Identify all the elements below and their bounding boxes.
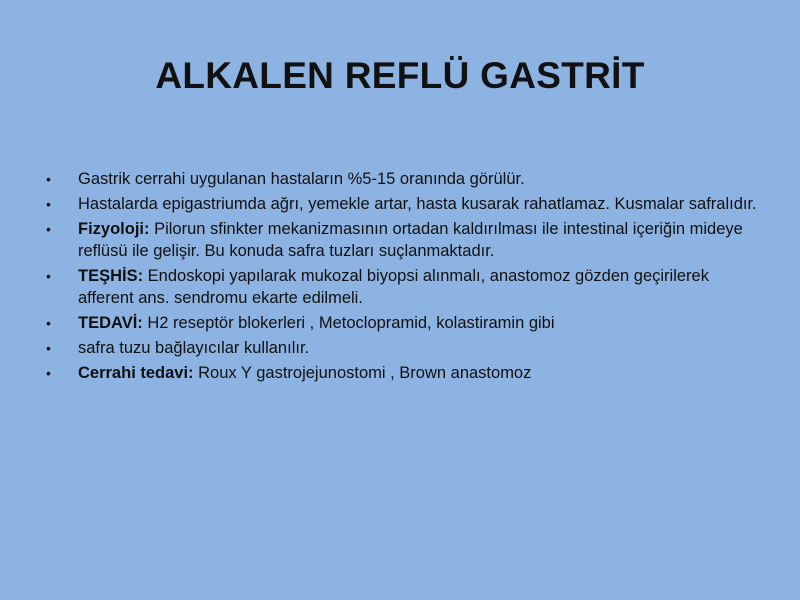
bullet-item: [46, 337, 766, 359]
bullet-item: [46, 193, 766, 215]
bullet-item: [46, 312, 766, 334]
bullet-item: [46, 265, 766, 309]
bullet-item: [46, 168, 766, 190]
bullet-icon: •: [46, 365, 51, 381]
bullet-icon: •: [46, 196, 51, 212]
bullet-icon: •: [46, 171, 51, 187]
bullet-bold-label: Cerrahi tedavi:: [78, 364, 194, 382]
bullet-text: Hastalarda epigastriumda ağrı, yemekle artar, hasta kusarak rahatlamaz. Kusmalar safralıdır.: [78, 195, 757, 213]
bullet-text: Gastrik cerrahi uygulanan hastaların %5-15 oranında görülür.: [78, 170, 525, 188]
bullet-text: safra tuzu bağlayıcılar kullanılır.: [78, 339, 310, 357]
bullet-bold-label: TEDAVİ:: [78, 314, 143, 332]
bullet-bold-label: TEŞHİS:: [78, 267, 144, 285]
bullet-icon: •: [46, 221, 51, 237]
bullet-list: [46, 168, 766, 387]
bullet-icon: •: [46, 340, 51, 356]
bullet-text: Pilorun sfinkter mekanizmasının ortadan kaldırılması ile intestinal içeriğin mideye reflüsü ile gelişir. Bu konuda safra tuzları suçlanmaktadır.: [78, 220, 743, 260]
bullet-item: [46, 362, 766, 384]
bullet-bold-label: Fizyoloji:: [78, 220, 150, 238]
bullet-text: Roux Y gastrojejunostomi , Brown anastomoz: [193, 364, 532, 382]
bullet-icon: •: [46, 315, 51, 331]
bullet-text: Endoskopi yapılarak mukozal biyopsi alınmalı, anastomoz gözden geçirilerek afferent ans. sendromu ekarte edilmeli.: [78, 267, 709, 307]
bullet-icon: •: [46, 268, 51, 284]
slide-title: ALKALEN REFLÜ GASTRİT: [155, 55, 645, 96]
bullet-text: H2 reseptör blokerleri , Metoclopramid, kolastiramin gibi: [142, 314, 555, 332]
bullet-item: [46, 218, 766, 262]
